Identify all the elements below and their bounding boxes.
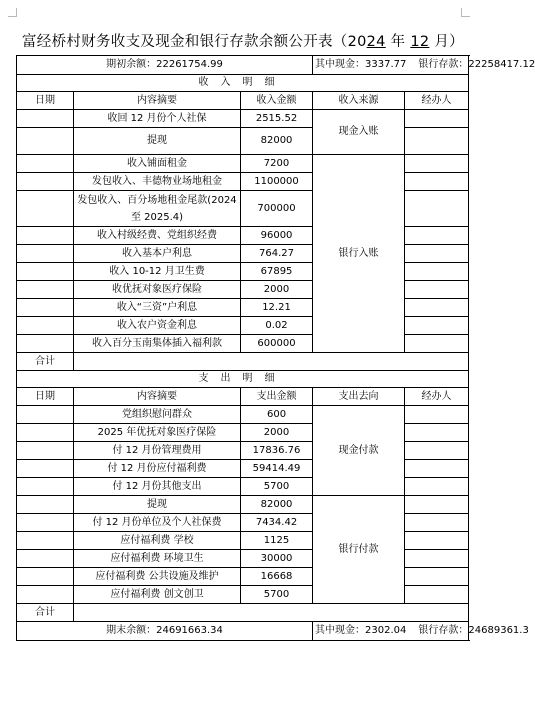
income-amount: 600000 — [241, 335, 313, 353]
opening-cash: 其中现金：3337.77 — [315, 59, 407, 70]
income-amount: 67895 — [241, 263, 313, 281]
expense-section-title: 支出明细 — [17, 371, 469, 388]
date-cell — [17, 586, 74, 604]
page-corner-mark-left — [8, 8, 17, 17]
page-title — [22, 30, 462, 51]
handler-cell — [405, 245, 469, 263]
income-total-label: 合计 — [17, 353, 74, 371]
expense-amount: 5700 — [241, 478, 313, 496]
expense-dest-cash: 现金付款 — [313, 406, 405, 496]
expense-amount: 1125 — [241, 532, 313, 550]
expense-summary: 应付福利费 环境卫生 — [74, 550, 241, 568]
date-cell — [17, 496, 74, 514]
income-header-row — [17, 92, 469, 110]
income-summary: 收入铺面租金 — [74, 155, 241, 173]
income-amount: 96000 — [241, 227, 313, 245]
handler-cell — [405, 442, 469, 460]
income-summary: 提现 — [74, 128, 241, 155]
expense-summary: 应付福利费 学校 — [74, 532, 241, 550]
expense-total-row — [17, 604, 469, 622]
income-header-summary: 内容摘要 — [74, 92, 241, 110]
income-summary: 发包收入、丰德物业场地租金 — [74, 173, 241, 191]
page-corner-mark-right — [461, 8, 470, 17]
income-summary: 收入基本户利息 — [74, 245, 241, 263]
date-cell — [17, 281, 74, 299]
income-section-row — [17, 75, 469, 92]
closing-bank: 银行存款：24689361.3 — [418, 625, 529, 636]
date-cell — [17, 263, 74, 281]
income-summary: 发包收入、百分场地租金尾款(2024 至 2025.4) — [74, 191, 241, 227]
handler-cell — [405, 568, 469, 586]
expense-dest-bank: 银行付款 — [313, 496, 405, 604]
date-cell — [17, 478, 74, 496]
handler-cell — [405, 191, 469, 227]
income-section-title: 收入明细 — [17, 75, 469, 92]
expense-amount: 2000 — [241, 424, 313, 442]
expense-total-label: 合计 — [17, 604, 74, 622]
date-cell — [17, 424, 74, 442]
income-summary: 收入农户资金利息 — [74, 317, 241, 335]
handler-cell — [405, 110, 469, 128]
title-main: 富经桥村财务收支及现金和银行存款余额公开表（20 — [22, 34, 367, 50]
handler-cell — [405, 335, 469, 353]
handler-cell — [405, 478, 469, 496]
opening-balance-row — [17, 56, 469, 75]
title-year-suffix: 年 — [385, 34, 411, 50]
expense-total-value — [74, 604, 469, 622]
closing-balance: 期末余额：24691663.34 — [17, 622, 313, 641]
expense-section-row — [17, 371, 469, 388]
income-summary: 收优抚对象医疗保险 — [74, 281, 241, 299]
handler-cell — [405, 460, 469, 478]
handler-cell — [405, 263, 469, 281]
handler-cell — [405, 406, 469, 424]
income-amount: 7200 — [241, 155, 313, 173]
income-amount: 1100000 — [241, 173, 313, 191]
income-header-date: 日期 — [17, 92, 74, 110]
income-summary: 收入“三资”户利息 — [74, 299, 241, 317]
expense-row — [17, 496, 469, 514]
expense-header-row — [17, 388, 469, 406]
income-summary: 收回 12 月份个人社保 — [74, 110, 241, 128]
handler-cell — [405, 128, 469, 155]
title-month-suffix: 月） — [429, 34, 464, 50]
handler-cell — [405, 586, 469, 604]
income-header-amount: 收入金额 — [241, 92, 313, 110]
expense-header-destination: 支出去向 — [313, 388, 405, 406]
date-cell — [17, 128, 74, 155]
date-cell — [17, 317, 74, 335]
handler-cell — [405, 227, 469, 245]
handler-cell — [405, 550, 469, 568]
expense-amount: 59414.49 — [241, 460, 313, 478]
expense-summary: 付 12 月份应付福利费 — [74, 460, 241, 478]
closing-cash-bank — [313, 622, 529, 641]
income-total-row — [17, 353, 469, 371]
handler-cell — [405, 424, 469, 442]
handler-cell — [405, 281, 469, 299]
handler-cell — [405, 317, 469, 335]
date-cell — [17, 191, 74, 227]
handler-cell — [405, 532, 469, 550]
date-cell — [17, 335, 74, 353]
income-header-source: 收入来源 — [313, 92, 405, 110]
expense-summary: 付 12 月份单位及个人社保费 — [74, 514, 241, 532]
expense-summary: 应付福利费 创文创卫 — [74, 586, 241, 604]
income-source-bank: 银行入账 — [313, 155, 405, 353]
handler-cell — [405, 173, 469, 191]
opening-cash-bank — [313, 56, 535, 75]
date-cell — [17, 460, 74, 478]
date-cell — [17, 442, 74, 460]
date-cell — [17, 245, 74, 263]
expense-header-handler: 经办人 — [405, 388, 469, 406]
title-month: 12 — [410, 34, 430, 50]
expense-header-date: 日期 — [17, 388, 74, 406]
date-cell — [17, 110, 74, 128]
handler-cell — [405, 299, 469, 317]
date-cell — [17, 406, 74, 424]
income-summary: 收入 10-12 月卫生费 — [74, 263, 241, 281]
income-row — [17, 155, 469, 173]
expense-amount: 17836.76 — [241, 442, 313, 460]
date-cell — [17, 514, 74, 532]
expense-summary: 应付福利费 公共设施及维护 — [74, 568, 241, 586]
income-amount: 764.27 — [241, 245, 313, 263]
expense-amount: 5700 — [241, 586, 313, 604]
income-amount: 2000 — [241, 281, 313, 299]
expense-amount: 600 — [241, 406, 313, 424]
date-cell — [17, 227, 74, 245]
expense-amount: 16668 — [241, 568, 313, 586]
income-total-value — [74, 353, 469, 371]
income-summary: 收入百分玉南集体插入福利款 — [74, 335, 241, 353]
expense-summary: 2025 年优抚对象医疗保险 — [74, 424, 241, 442]
income-amount: 12.21 — [241, 299, 313, 317]
expense-amount: 82000 — [241, 496, 313, 514]
expense-row — [17, 406, 469, 424]
income-header-handler: 经办人 — [405, 92, 469, 110]
expense-header-amount: 支出金额 — [241, 388, 313, 406]
closing-balance-row — [17, 622, 469, 641]
opening-balance: 期初余额：22261754.99 — [17, 56, 313, 75]
expense-summary: 提现 — [74, 496, 241, 514]
expense-amount: 30000 — [241, 550, 313, 568]
date-cell — [17, 173, 74, 191]
closing-cash: 其中现金：2302.04 — [315, 625, 407, 636]
income-summary: 收入村级经费、党组织经费 — [74, 227, 241, 245]
handler-cell — [405, 155, 469, 173]
title-year: 24 — [366, 34, 386, 50]
date-cell — [17, 550, 74, 568]
expense-summary: 付 12 月份其他支出 — [74, 478, 241, 496]
income-amount: 700000 — [241, 191, 313, 227]
ledger-table — [16, 55, 535, 641]
date-cell — [17, 299, 74, 317]
income-amount: 2515.52 — [241, 110, 313, 128]
opening-bank: 银行存款：22258417.12 — [418, 59, 535, 70]
handler-cell — [405, 496, 469, 514]
date-cell — [17, 155, 74, 173]
handler-cell — [405, 514, 469, 532]
date-cell — [17, 568, 74, 586]
expense-summary: 党组织慰问群众 — [74, 406, 241, 424]
expense-header-summary: 内容摘要 — [74, 388, 241, 406]
income-amount: 82000 — [241, 128, 313, 155]
expense-amount: 7434.42 — [241, 514, 313, 532]
expense-summary: 付 12 月份管理费用 — [74, 442, 241, 460]
date-cell — [17, 532, 74, 550]
income-amount: 0.02 — [241, 317, 313, 335]
income-row — [17, 110, 469, 128]
income-source-cash: 现金入账 — [313, 110, 405, 155]
